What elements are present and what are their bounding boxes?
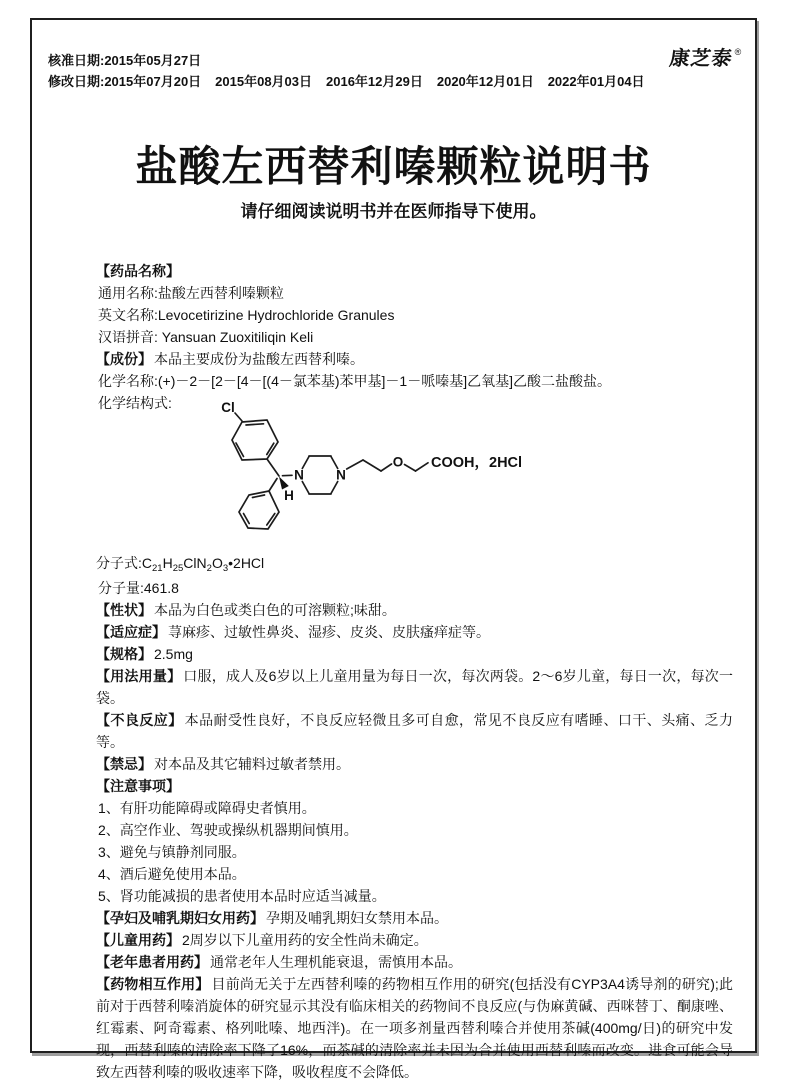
section-text: 2.5mg (154, 646, 193, 662)
section-label: 【用法用量】 (96, 668, 181, 684)
molecular-formula-line (96, 552, 733, 577)
section-label: 【不良反应】 (96, 712, 183, 728)
chain-bond (416, 463, 429, 471)
section-text: 目前尚无关于左西替利嗪的药物相互作用的研究(包括没有CYP3A4诱导剂的研究);此前对于西替利嗪消旋体的研究显示其没有临床相关的药物间不良反应(与伪麻黄碱、西咪替丁、酮康唑、红霉素、阿奇霉素、格列吡嗪、地西泮)。在一项多剂量西替利嗪合并使用茶碱(400mg/日)的研究中发现，西替利嗪的清除率下降了16%，而茶碱的清除率并未因为合并使用西替利嗪而改变。进食可能会导致左西替利嗪的吸收速率下降，吸收程度不会降低。 (96, 976, 733, 1080)
chain-bond (363, 460, 381, 471)
leaflet-header (32, 20, 755, 92)
section-text: 本品主要成份为盐酸左西替利嗪。 (154, 351, 364, 367)
section-label: 【规格】 (96, 646, 152, 662)
ring-double-bond (253, 495, 265, 498)
chemical-structure-figure (96, 414, 733, 552)
body-line (96, 260, 733, 282)
section-label: 【适应症】 (96, 624, 166, 640)
section-text: 1、有肝功能障碍或障碍史者慎用。 (98, 800, 316, 816)
body-line (96, 709, 733, 753)
body-line (96, 929, 733, 951)
formula-label: 分子式: (96, 555, 142, 571)
section-label: 【药品名称】 (96, 263, 180, 279)
revision-date-item: 2016年12月29日 (326, 71, 423, 92)
piperazine-bond (302, 482, 309, 494)
atom-label-n-right: N (336, 468, 346, 483)
chain-bond (405, 465, 416, 472)
formula-part: ClN (183, 555, 206, 571)
body-line (96, 577, 733, 599)
leaflet-body (32, 260, 755, 1083)
chain-bond (347, 460, 363, 469)
chlorophenyl-ring (232, 420, 278, 460)
brand-logo (668, 42, 744, 71)
body-line (96, 599, 733, 621)
section-text: 2、高空作业、驾驶或操纵机器期间慎用。 (98, 822, 358, 838)
body-line (96, 643, 733, 665)
body-line (96, 907, 733, 929)
leaflet-page (30, 18, 757, 1053)
body-line (96, 885, 733, 907)
section-text: 荨麻疹、过敏性鼻炎、湿疹、皮炎、皮肤瘙痒症等。 (168, 624, 490, 640)
chemical-structure-svg (202, 398, 547, 548)
section-text: 4、酒后避免使用本品。 (98, 866, 246, 882)
section-text: 2周岁以下儿童用药的安全性尚未确定。 (182, 932, 428, 948)
body-line (96, 951, 733, 973)
chain-bond (381, 464, 392, 471)
section-text: 化学名称:(+)－2－[2－[4－[(4－氯苯基)苯甲基]－1－哌嗪基]乙氧基]乙酸二盐酸盐。 (98, 373, 611, 389)
revision-date-item: 2022年01月04日 (548, 71, 645, 92)
atom-label-h: H (284, 488, 294, 503)
body-line (96, 665, 733, 709)
formula-part: O (212, 555, 223, 571)
formula-part: 25 (173, 563, 184, 574)
section-label: 【注意事项】 (96, 778, 180, 794)
cl-bond (235, 413, 242, 421)
section-text: 口服，成人及6岁以上儿童用量为每日一次，每次两袋。2～6岁儿童，每日一次，每次一袋。 (96, 668, 733, 706)
section-label: 【孕妇及哺乳期妇女用药】 (96, 910, 264, 926)
piperazine-bond (302, 457, 309, 469)
formula-part: 21 (152, 563, 163, 574)
body-line (96, 282, 733, 304)
section-label: 【性状】 (96, 602, 152, 618)
approval-date-text: 核准日期:2015年05月27日 (48, 53, 201, 68)
body-line (96, 348, 733, 370)
bond-ring-to-c (267, 459, 279, 476)
section-text: 化学结构式: (98, 395, 172, 411)
usage-notice: 请仔细阅读说明书并在医师指导下使用。 (32, 201, 755, 223)
section-text: 对本品及其它辅料过敏者禁用。 (154, 756, 350, 772)
body-line (96, 797, 733, 819)
revision-date-item: 2020年12月01日 (437, 71, 534, 92)
body-line (96, 304, 733, 326)
atom-label-cooh: COOH，2HCl (431, 455, 522, 471)
formula-part: 3 (223, 563, 228, 574)
section-label: 【成份】 (96, 351, 152, 367)
registered-trademark-mark: ® (735, 47, 743, 57)
body-line (96, 370, 733, 392)
ring-double-bond (246, 424, 264, 425)
section-label: 【儿童用药】 (96, 932, 180, 948)
page-title: 盐酸左西替利嗪颗粒说明书 (32, 142, 755, 192)
approval-date-line (48, 50, 731, 71)
section-text: 5、肾功能减损的患者使用本品时应适当减量。 (98, 888, 386, 904)
section-text: 本品耐受性良好，不良反应轻微且多可自愈，常见不良反应有嗜睡、口干、头痛、乏力等。 (96, 712, 733, 750)
section-text: 通用名称:盐酸左西替利嗪颗粒 (98, 285, 284, 301)
section-text: 汉语拼音: Yansuan Zuoxitiliqin Keli (98, 329, 313, 345)
body-line (96, 819, 733, 841)
formula-part: 2 (207, 563, 212, 574)
formula-part: •2HCl (228, 555, 264, 571)
section-text: 通常老年人生理机能衰退，需慎用本品。 (210, 954, 462, 970)
section-text: 本品为白色或类白色的可溶颗粒;味甜。 (154, 602, 396, 618)
revision-date-text: 修改日期:2015年07月20日 (48, 71, 201, 92)
body-line (96, 863, 733, 885)
body-line (96, 621, 733, 643)
body-line (96, 326, 733, 348)
revision-dates-row (48, 71, 731, 92)
section-text: 分子量:461.8 (98, 580, 179, 596)
atom-label-n-left: N (294, 468, 304, 483)
section-label: 【老年患者用药】 (96, 954, 208, 970)
atom-label-cl: Cl (221, 400, 235, 415)
formula-part: C (142, 555, 152, 571)
brand-name: 康芝泰 (668, 48, 734, 70)
body-line (96, 775, 733, 797)
revision-date-item: 2015年08月03日 (215, 71, 312, 92)
section-label: 【药物相互作用】 (96, 976, 210, 992)
body-line (96, 973, 733, 1083)
section-label: 【禁忌】 (96, 756, 152, 772)
piperazine-bond (331, 482, 338, 494)
body-line (96, 753, 733, 775)
bond-c-to-phenyl (269, 479, 277, 492)
body-line (96, 841, 733, 863)
section-text: 孕期及哺乳期妇女禁用本品。 (266, 910, 448, 926)
atom-label-o: O (393, 455, 404, 470)
formula-part: H (163, 555, 173, 571)
section-text: 英文名称:Levocetirizine Hydrochloride Granules (98, 307, 394, 323)
section-text: 3、避免与镇静剂同服。 (98, 844, 246, 860)
